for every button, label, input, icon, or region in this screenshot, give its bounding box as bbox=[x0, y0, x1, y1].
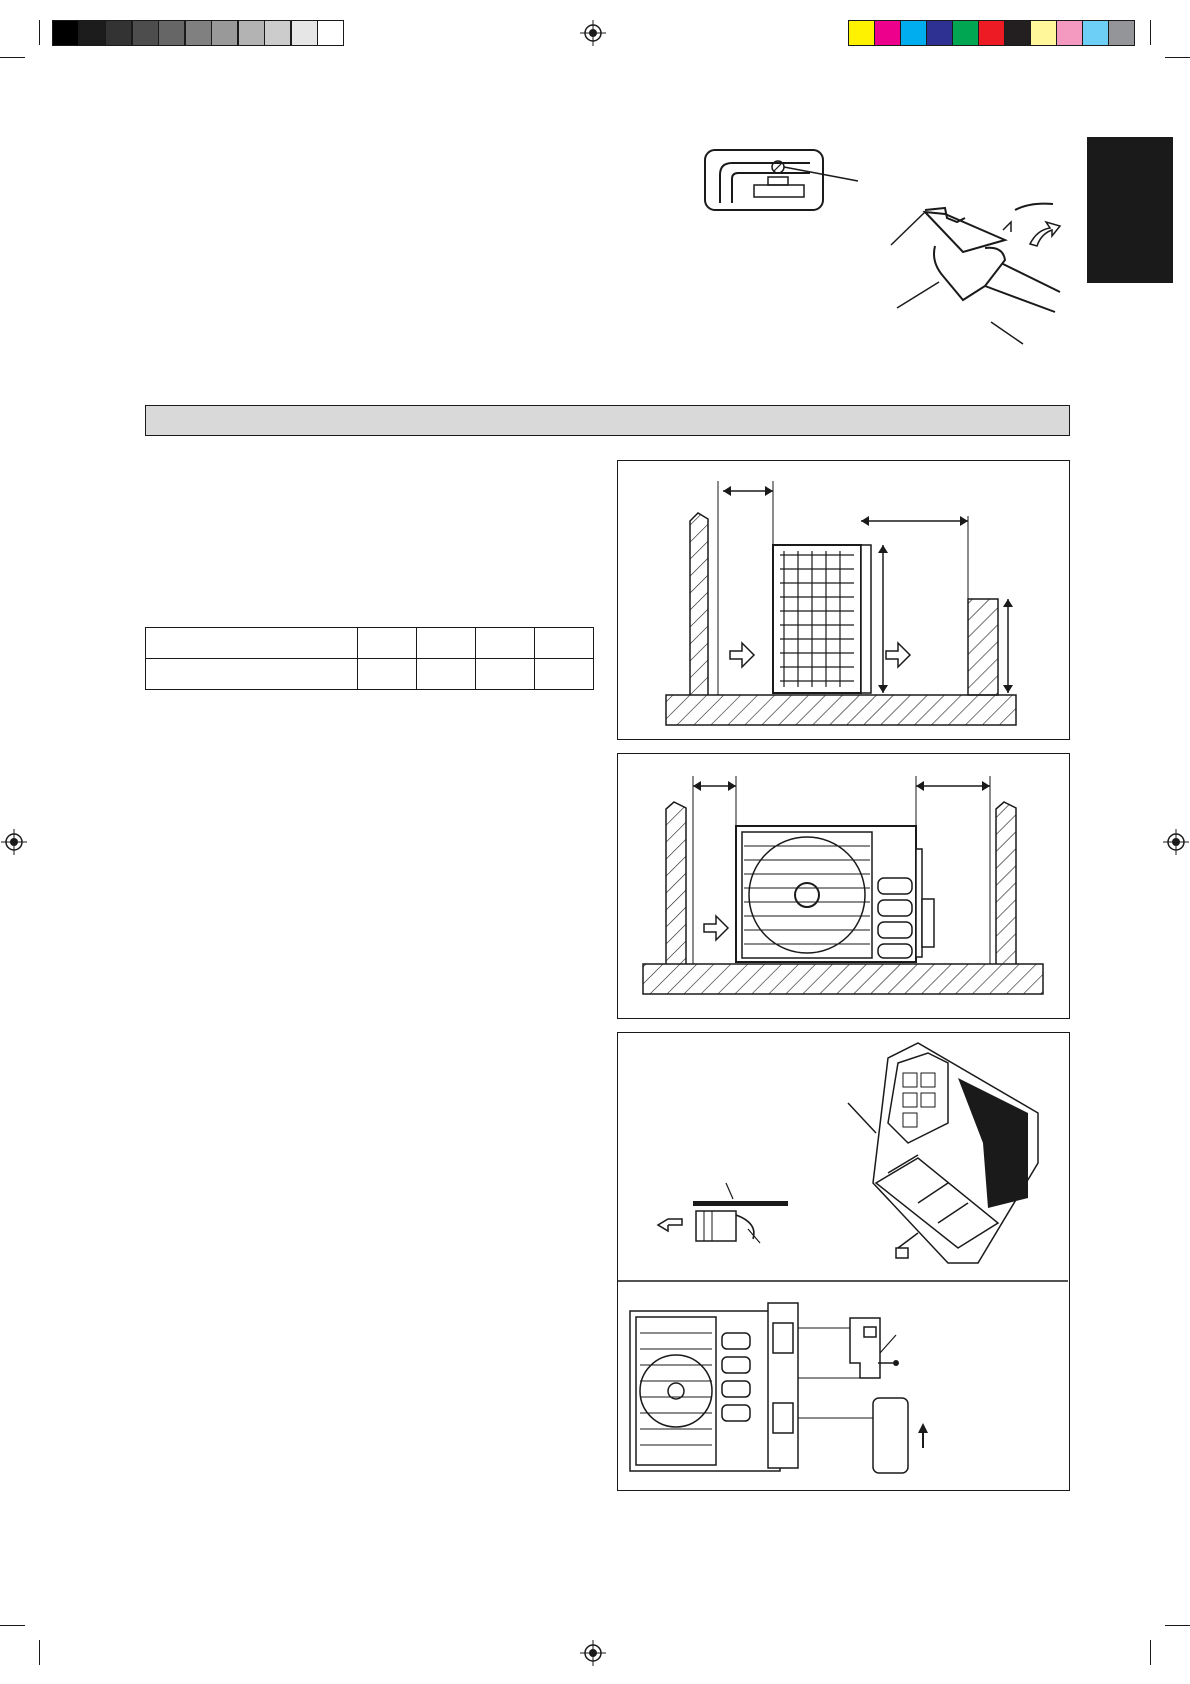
table-cell bbox=[535, 628, 594, 659]
crop-mark bbox=[1150, 1640, 1151, 1665]
grayscale-swatch bbox=[264, 20, 291, 46]
grayscale-swatch bbox=[238, 20, 265, 46]
flare-nut-icon bbox=[885, 200, 1075, 350]
registration-mark-top-icon bbox=[580, 20, 606, 46]
color-swatch bbox=[926, 20, 953, 46]
color-swatch bbox=[900, 20, 927, 46]
installation-detail-figure bbox=[617, 1032, 1070, 1491]
grayscale-swatch bbox=[52, 20, 79, 46]
grayscale-swatch bbox=[211, 20, 238, 46]
grayscale-swatch bbox=[317, 20, 344, 46]
crop-mark bbox=[1165, 57, 1190, 58]
crop-mark bbox=[39, 20, 40, 45]
table-cell bbox=[535, 659, 594, 690]
table-cell bbox=[417, 659, 476, 690]
drain-plug-figure bbox=[618, 1033, 1068, 1489]
color-swatch bbox=[874, 20, 901, 46]
table-row bbox=[146, 628, 594, 659]
crop-mark bbox=[1150, 20, 1151, 45]
front-clearance-drawing bbox=[618, 754, 1068, 1017]
table-cell bbox=[476, 659, 535, 690]
color-swatch bbox=[848, 20, 875, 46]
table-row bbox=[146, 659, 594, 690]
grayscale-swatch bbox=[158, 20, 185, 46]
grayscale-swatch bbox=[185, 20, 212, 46]
table-cell bbox=[146, 659, 358, 690]
table-cell bbox=[358, 659, 417, 690]
grayscale-swatch bbox=[132, 20, 159, 46]
clearance-table bbox=[145, 627, 594, 690]
color-swatch bbox=[1056, 20, 1083, 46]
color-swatch bbox=[1004, 20, 1031, 46]
crop-mark bbox=[0, 57, 25, 58]
crop-mark bbox=[0, 1625, 25, 1626]
registration-mark-bottom-icon bbox=[580, 1640, 606, 1666]
front-clearance-figure bbox=[617, 753, 1070, 1019]
registration-mark-left-icon bbox=[1, 829, 27, 855]
table-cell bbox=[476, 628, 535, 659]
crop-mark bbox=[1165, 1625, 1190, 1626]
grayscale-swatch bbox=[79, 20, 106, 46]
side-clearance-drawing bbox=[618, 461, 1068, 738]
color-swatch bbox=[952, 20, 979, 46]
table-cell bbox=[417, 628, 476, 659]
color-swatch bbox=[1108, 20, 1135, 46]
color-swatch bbox=[1082, 20, 1109, 46]
side-clearance-figure bbox=[617, 460, 1070, 740]
crop-mark bbox=[39, 1640, 40, 1665]
section-header-bar bbox=[145, 405, 1070, 436]
grayscale-swatch bbox=[291, 20, 318, 46]
color-swatch bbox=[1030, 20, 1057, 46]
registration-mark-right-icon bbox=[1163, 829, 1189, 855]
grayscale-swatch bbox=[105, 20, 132, 46]
language-tab bbox=[1087, 137, 1173, 283]
table-cell bbox=[146, 628, 358, 659]
table-cell bbox=[358, 628, 417, 659]
color-swatch bbox=[978, 20, 1005, 46]
